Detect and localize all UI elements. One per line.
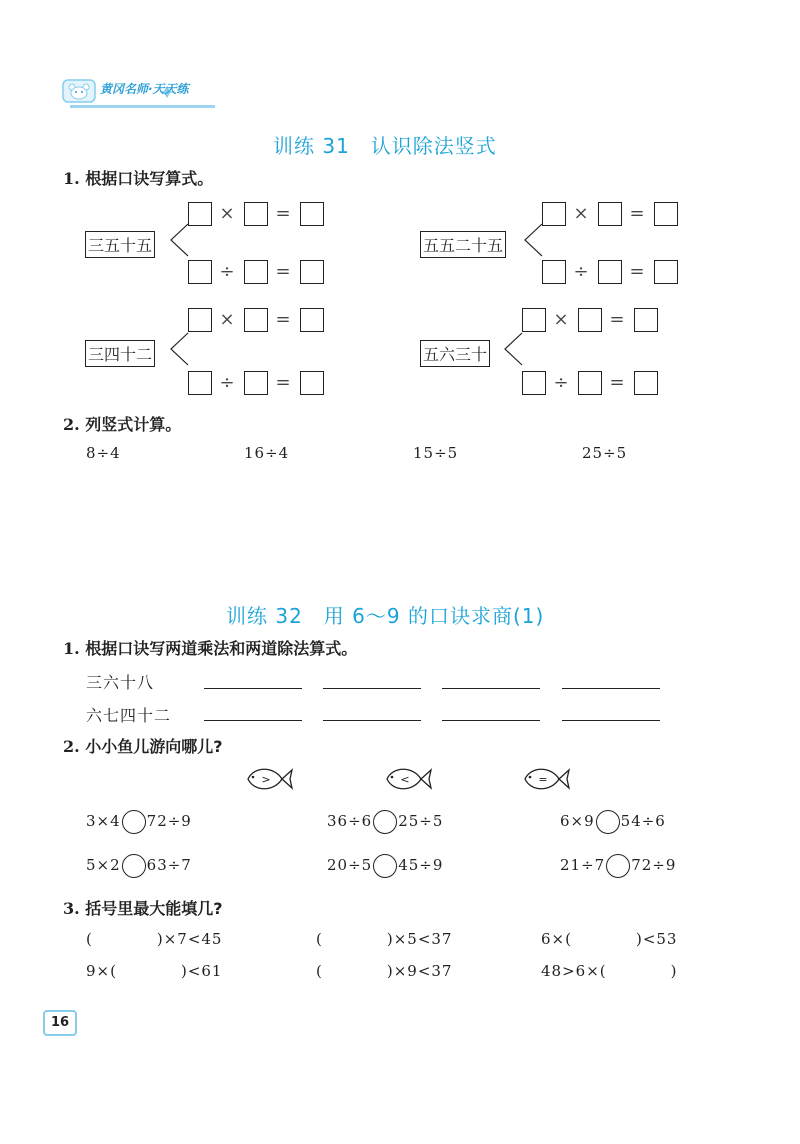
answer-box[interactable] bbox=[188, 308, 212, 332]
answer-line[interactable] bbox=[442, 688, 540, 689]
fill-bracket-item[interactable]: ( )×7<45 bbox=[86, 930, 223, 948]
fish-icon bbox=[521, 762, 571, 796]
division-problem: 15÷5 bbox=[413, 444, 459, 462]
fish-icon bbox=[244, 762, 294, 796]
compare-item: 21÷7 72÷9 bbox=[560, 854, 676, 878]
compare-circle[interactable] bbox=[122, 810, 146, 834]
divide-sign: ÷ bbox=[219, 261, 235, 282]
times-sign: × bbox=[573, 203, 589, 224]
answer-box[interactable] bbox=[654, 202, 678, 226]
answer-line[interactable] bbox=[562, 688, 660, 689]
fill-bracket-item[interactable]: ( )×9<37 bbox=[316, 962, 453, 980]
compare-item: 36÷6 25÷5 bbox=[327, 810, 443, 834]
answer-line[interactable] bbox=[442, 720, 540, 721]
answer-box[interactable] bbox=[188, 260, 212, 284]
compare-circle[interactable] bbox=[606, 854, 630, 878]
answer-box[interactable] bbox=[300, 202, 324, 226]
compare-item: 6×9 54÷6 bbox=[560, 810, 666, 834]
compare-circle[interactable] bbox=[373, 854, 397, 878]
answer-box[interactable] bbox=[300, 371, 324, 395]
times-sign: × bbox=[219, 309, 235, 330]
s32-q1-title: 1. 根据口诀写两道乘法和两道除法算式。 bbox=[63, 639, 358, 658]
answer-box[interactable] bbox=[300, 308, 324, 332]
answer-box[interactable] bbox=[522, 308, 546, 332]
fill-bracket-item[interactable]: 9×( )<61 bbox=[86, 962, 223, 980]
answer-box[interactable] bbox=[188, 371, 212, 395]
s32-q2-title: 2. 小小鱼儿游向哪儿? bbox=[63, 737, 223, 756]
answer-box[interactable] bbox=[654, 260, 678, 284]
answer-line[interactable] bbox=[562, 720, 660, 721]
equals-sign: = bbox=[275, 309, 291, 330]
equals-sign: = bbox=[275, 203, 291, 224]
fish-symbol: < bbox=[400, 773, 410, 786]
rhyme-text: 三六十八 bbox=[86, 673, 155, 692]
answer-box[interactable] bbox=[188, 202, 212, 226]
answer-box[interactable] bbox=[244, 202, 268, 226]
answer-box[interactable] bbox=[598, 202, 622, 226]
page-number: 16 bbox=[43, 1010, 77, 1036]
s31-q1-title: 1. 根据口诀写算式。 bbox=[63, 169, 214, 188]
division-problem: 16÷4 bbox=[244, 444, 290, 462]
equals-sign: = bbox=[629, 203, 645, 224]
answer-box[interactable] bbox=[634, 371, 658, 395]
fill-bracket-item[interactable]: 6×( )<53 bbox=[541, 930, 678, 948]
answer-box[interactable] bbox=[542, 260, 566, 284]
answer-box[interactable] bbox=[578, 308, 602, 332]
division-problem: 25÷5 bbox=[582, 444, 628, 462]
answer-box[interactable] bbox=[634, 308, 658, 332]
rhyme-box: 三五十五 bbox=[85, 231, 155, 258]
rhyme-box: 五五二十五 bbox=[420, 231, 506, 258]
fish-symbol: > bbox=[261, 773, 271, 786]
compare-item: 3×4 72÷9 bbox=[86, 810, 192, 834]
fish-symbol: = bbox=[538, 773, 548, 786]
answer-box[interactable] bbox=[244, 371, 268, 395]
equals-sign: = bbox=[609, 309, 625, 330]
equals-sign: = bbox=[275, 261, 291, 282]
bracket-lines bbox=[502, 331, 524, 369]
answer-box[interactable] bbox=[578, 371, 602, 395]
fish-icon bbox=[383, 762, 433, 796]
answer-box[interactable] bbox=[300, 260, 324, 284]
s32-q3-title: 3. 括号里最大能填几? bbox=[63, 899, 223, 918]
divide-sign: ÷ bbox=[553, 372, 569, 393]
section-31-title: 训练 31 认识除法竖式 bbox=[273, 134, 497, 158]
compare-item: 5×2 63÷7 bbox=[86, 854, 192, 878]
equals-sign: = bbox=[629, 261, 645, 282]
divide-sign: ÷ bbox=[219, 372, 235, 393]
compare-item: 20÷5 45÷9 bbox=[327, 854, 443, 878]
answer-box[interactable] bbox=[598, 260, 622, 284]
rhyme-box: 五六三十 bbox=[420, 340, 490, 367]
divide-sign: ÷ bbox=[573, 261, 589, 282]
answer-line[interactable] bbox=[323, 720, 421, 721]
fill-bracket-item[interactable]: ( )×5<37 bbox=[316, 930, 453, 948]
rhyme-box: 三四十二 bbox=[85, 340, 155, 367]
times-sign: × bbox=[219, 203, 235, 224]
compare-circle[interactable] bbox=[596, 810, 620, 834]
compare-circle[interactable] bbox=[373, 810, 397, 834]
bracket-lines bbox=[168, 331, 190, 369]
answer-box[interactable] bbox=[522, 371, 546, 395]
division-problem: 8÷4 bbox=[86, 444, 121, 462]
header-divider bbox=[70, 105, 215, 108]
s31-q2-title: 2. 列竖式计算。 bbox=[63, 415, 182, 434]
equals-sign: = bbox=[275, 372, 291, 393]
bracket-lines bbox=[168, 222, 190, 260]
section-32-title: 训练 32 用 6～9 的口诀求商(1) bbox=[226, 604, 545, 628]
rhyme-text: 六七四十二 bbox=[86, 706, 172, 725]
answer-line[interactable] bbox=[204, 720, 302, 721]
answer-box[interactable] bbox=[244, 308, 268, 332]
bracket-lines bbox=[522, 222, 544, 260]
times-sign: × bbox=[553, 309, 569, 330]
answer-box[interactable] bbox=[244, 260, 268, 284]
answer-line[interactable] bbox=[204, 688, 302, 689]
brand-title: 黄冈名师·天天练 bbox=[100, 82, 189, 96]
answer-line[interactable] bbox=[323, 688, 421, 689]
answer-box[interactable] bbox=[542, 202, 566, 226]
equals-sign: = bbox=[609, 372, 625, 393]
fill-bracket-item[interactable]: 48>6×( ) bbox=[541, 962, 678, 980]
compare-circle[interactable] bbox=[122, 854, 146, 878]
